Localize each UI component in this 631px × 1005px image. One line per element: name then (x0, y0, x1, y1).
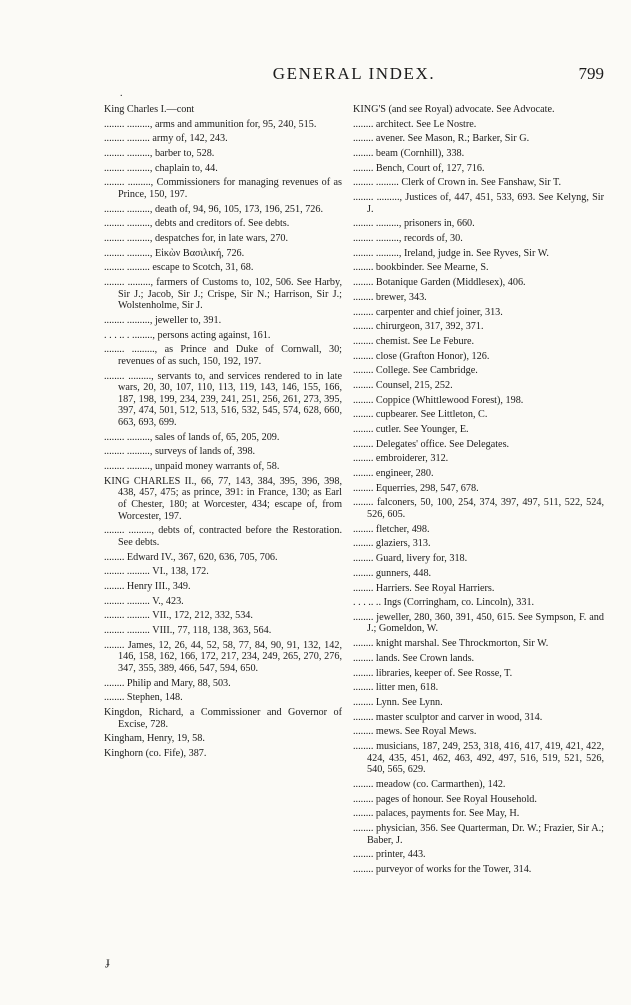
index-entry: ........ engineer, 280. (353, 468, 434, 480)
footer-mark: ɟ (106, 954, 110, 968)
index-entry: ........ Delegates' office. See Delegates. (353, 438, 510, 450)
index-entry: ........ ........., as Prince and Duke of Cornwall, 30; revenues of as such, 150, 192, 197. (104, 344, 342, 367)
index-entry: ........ ........., Ireland, judge in. See Ryves, Sir W. (353, 247, 549, 259)
index-entry: ........ chirurgeon, 317, 392, 371. (353, 321, 484, 333)
index-entry: ........ ......... VII., 172, 212, 332, 534. (104, 610, 253, 622)
index-entry: ........ Harriers. See Royal Harriers. (353, 582, 495, 594)
index-entry: ........ lands. See Crown lands. (353, 652, 475, 664)
running-title: GENERAL INDEX. (272, 64, 436, 83)
index-entry: ........ embroiderer, 312. (353, 453, 449, 465)
index-entry: ........ Edward IV., 367, 620, 636, 705, 706. (104, 551, 278, 563)
index-entry: ........ meadow (co. Carmarthen), 142. (353, 778, 506, 790)
index-entry: ........ physician, 356. See Quarterman, Dr. W.; Frazier, Sir A.; Baber, J. (353, 822, 604, 846)
index-entry: ........ cutler. See Younger, E. (353, 424, 469, 436)
index-entry: ........ Botanique Garden (Middlesex), 406. (353, 277, 526, 289)
index-entry: ........ bookbinder. See Mearne, S. (353, 262, 489, 274)
index-entry: ........ College. See Cambridge. (353, 365, 478, 377)
index-entry: ........ ......... Clerk of Crown in. See Fanshaw, Sir T. (353, 177, 562, 189)
index-entry: ........ Equerries, 298, 547, 678. (353, 482, 479, 494)
index-entry: King Charles I.—cont (104, 104, 195, 115)
index-entry: ........ ........., Justices of, 447, 451, 533, 693. See Kelyng, Sir J. (353, 192, 604, 215)
page-header (104, 64, 604, 86)
index-entry: KING CHARLES II., 66, 77, 143, 384, 395, 396, 398, 438, 457, 475; as prince, 391: in France, 130; as Earl of Chester, 180; at Worcester, 434; escape of, from Worcester, 197. (104, 475, 342, 522)
index-entry: ........ ......... army of, 142, 243. (104, 133, 228, 145)
index-entry: ........ falconers, 50, 100, 254, 374, 397, 497, 511, 522, 524, 526, 605. (353, 497, 604, 521)
index-entry: ........ master sculptor and carver in wood, 314. (353, 711, 543, 723)
index-column-left (104, 104, 342, 763)
index-entry: KING'S (and see Royal) advocate. See Advocate. (353, 104, 555, 115)
index-column-right (353, 104, 604, 879)
index-entry: Kingham, Henry, 19, 58. (104, 733, 205, 745)
index-entry: ........ ........., despatches for, in late wars, 270. (104, 233, 289, 245)
index-entry: ........ Stephen, 148. (104, 692, 183, 704)
index-entry: ........ Philip and Mary, 88, 503. (104, 677, 231, 689)
index-entry: ........ James, 12, 26, 44, 52, 58, 77, 84, 90, 91, 132, 142, 146, 158, 162, 166, 172, 217, 234, 249, 265, 270, 276, 347, 355, 389, 466, 547, 594, 650. (104, 639, 342, 674)
index-entry: ........ brewer, 343. (353, 291, 427, 303)
index-entry: ........ Counsel, 215, 252. (353, 379, 453, 391)
index-entry: ........ glaziers, 313. (353, 538, 431, 550)
index-entry: ........ architect. See Le Nostre. (353, 118, 477, 130)
index-entry: ........ ........., farmers of Customs to, 102, 506. See Harby, Sir J.; Jacob, Sir J.; Crispe, Sir N.; Harrison, Sir J.; Wolstenholme, Sir J. (104, 277, 342, 312)
index-entry: ........ Guard, livery for, 318. (353, 553, 468, 565)
index-entry: ........ ........., arms and ammunition for, 95, 240, 515. (104, 118, 317, 130)
index-entry: ........ cupbearer. See Littleton, C. (353, 409, 488, 421)
index-entry: ........ ......... VI., 138, 172. (104, 566, 209, 578)
index-entry: ........ ........., debts and creditors of. See debts. (104, 218, 290, 230)
index-entry: ........ litter men, 618. (353, 682, 439, 694)
index-entry: ........ purveyor of works for the Tower, 314. (353, 863, 532, 875)
index-entry: ........ ........., records of, 30. (353, 233, 463, 245)
index-entry: ........ ......... VIII., 77, 118, 138, 363, 564. (104, 625, 272, 636)
index-entry: ........ close (Grafton Honor), 126. (353, 350, 490, 362)
page-number: 799 (578, 64, 604, 83)
index-entry: ........ ........., jeweller to, 391. (104, 315, 222, 327)
index-entry: ........ Lynn. See Lynn. (353, 696, 443, 708)
index-entry: ........ avener. See Mason, R.; Barker, Sir G. (353, 133, 530, 145)
index-entry: ........ ......... escape to Scotch, 31, 68. (104, 262, 254, 274)
index-entry: ........ Bench, Court of, 127, 716. (353, 162, 485, 174)
index-entry: ........ Coppice (Whittlewood Forest), 198. (353, 394, 524, 406)
index-entry: ........ libraries, keeper of. See Rosse, T. (353, 667, 513, 679)
index-entry: ........ chemist. See Le Febure. (353, 335, 475, 347)
index-entry: ........ beam (Cornhill), 338. (353, 148, 465, 160)
index-entry: ........ ......... V., 423. (104, 595, 184, 607)
index-entry: . . . .. .. Ings (Corringham, co. Lincoln), 331. (353, 597, 535, 609)
index-entry: ........ ........., servants to, and services rendered to in late wars, 20, 30, 107, 110, 113, 119, 143, 146, 155, 166, 187, 198, 199, 234, 239, 241, 251, 256, 261, 273, 395, 397, 474, 501, 512, 513, 516, 532, 545, 574, 628, 660, 663, 693, 699. (104, 370, 342, 429)
index-entry: ........ ........., barber to, 528. (104, 148, 215, 160)
index-entry: ........ ........., unpaid money warrants of, 58. (104, 461, 280, 473)
index-entry: ........ ........., Εἰκὼν Βασιλική, 726. (104, 247, 245, 259)
index-entry: ........ ........., debts of, contracted before the Restoration. See debts. (104, 525, 342, 548)
index-entry: ........ pages of honour. See Royal Household. (353, 793, 537, 805)
index-entry: ........ carpenter and chief joiner, 313. (353, 306, 503, 318)
index-entry: ........ ........., chaplain to, 44. (104, 162, 218, 174)
index-entry: ........ printer, 443. (353, 849, 426, 861)
index-entry: ........ mews. See Royal Mews. (353, 726, 477, 738)
index-entry: ........ jeweller, 280, 360, 391, 450, 615. See Sympson, F. and J.; Gomeldon, W. (353, 611, 604, 635)
index-entry: ........ ........., sales of lands of, 65, 205, 209. (104, 431, 280, 443)
index-entry: ........ ........., surveys of lands of, 398. (104, 446, 256, 458)
index-entry: ........ ........., Commissioners for managing revenues of as Prince, 150, 197. (104, 177, 342, 201)
index-entry: . . . .. . ........, persons acting against, 161. (104, 329, 271, 341)
index-entry: ........ ........., death of, 94, 96, 105, 173, 196, 251, 726. (104, 203, 324, 215)
index-entry: ........ palaces, payments for. See May, H. (353, 808, 520, 820)
index-entry: ........ ........., prisoners in, 660. (353, 218, 475, 230)
index-entry: ........ fletcher, 498. (353, 523, 430, 535)
index-entry: ........ musicians, 187, 249, 253, 318, 416, 417, 419, 421, 422, 424, 435, 451, 462, 463, 492, 497, 516, 519, 521, 526, 540, 565, 629. (353, 740, 604, 776)
index-entry: Kinghorn (co. Fife), 387. (104, 747, 207, 759)
index-entry: Kingdon, Richard, a Commissioner and Governor of Excise, 728. (104, 706, 342, 730)
stray-mark: . (120, 88, 123, 99)
index-entry: ........ Henry III., 349. (104, 580, 191, 592)
index-entry: ........ gunners, 448. (353, 567, 432, 579)
index-entry: ........ knight marshal. See Throckmorton, Sir W. (353, 638, 549, 650)
